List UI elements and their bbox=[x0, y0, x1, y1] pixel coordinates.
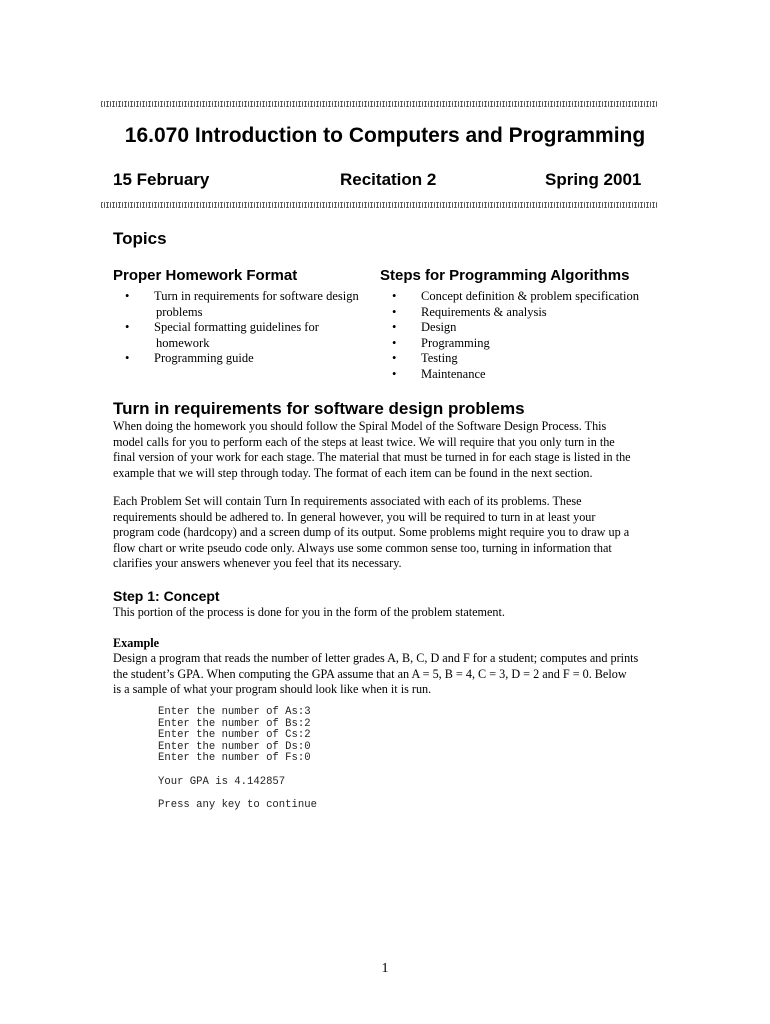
sample-program-output: Enter the number of As:3 Enter the number of Bs:2 Enter the number of Cs:2 Enter the number of Ds:0 Enter the number of Fs:0 Your GPA is 4.142857 Press any key to continue bbox=[158, 706, 317, 811]
list-item: • Programming bbox=[392, 335, 490, 350]
homework-format-heading: Proper Homework Format bbox=[113, 267, 298, 284]
topics-heading: Topics bbox=[113, 229, 167, 248]
list-item: • Programming guide bbox=[125, 351, 254, 365]
example-label: Example bbox=[113, 636, 160, 650]
programming-steps-heading: Steps for Programming Algorithms bbox=[380, 267, 630, 284]
list-item: • Testing bbox=[392, 351, 458, 365]
list-item: • Turn in requirements for software design problems bbox=[125, 289, 359, 319]
page-number: 1 bbox=[381, 961, 389, 976]
list-item: • Special formatting guidelines for homework bbox=[125, 320, 319, 350]
list-item: • Maintenance bbox=[392, 366, 486, 381]
recitation-label: Recitation 2 bbox=[340, 170, 437, 189]
step1-heading: Step 1: Concept bbox=[113, 588, 220, 604]
problem-set-paragraph: Each Problem Set will contain Turn In requirements associated with each of its problems. These requirements should be adhered to. In general however, you will be required to turn in at least your program code (hardcopy) and a screen dump of its output. Some problems might require you to draw up a flow chart or write pseudo code only. Always use some common sense too, turning in information that clarifies your answers whenever you feel that its necessary. bbox=[113, 494, 630, 571]
list-item: • Design bbox=[392, 320, 457, 334]
header-bottom-rule bbox=[101, 202, 657, 208]
date-label: 15 February bbox=[113, 170, 210, 189]
programming-steps-list bbox=[387, 289, 667, 382]
list-item: • Requirements & analysis bbox=[392, 304, 547, 319]
term-label: Spring 2001 bbox=[545, 170, 642, 189]
turn-in-requirements-heading: Turn in requirements for software design problems bbox=[113, 399, 525, 418]
top-decorative-rule bbox=[101, 101, 657, 107]
step1-text: This portion of the process is done for you in the form of the problem statement. bbox=[113, 605, 505, 619]
document-title: 16.070 Introduction to Computers and Programming bbox=[124, 124, 646, 147]
list-item: • Concept definition & problem specification bbox=[392, 289, 639, 303]
spiral-model-paragraph: When doing the homework you should follow the Spiral Model of the Software Design Process. This model calls for you to perform each of the steps at least twice. We will require that you only turn in the final version of your work for each stage. The material that must be turned in for each stage is listed in the example that we will step through today. The format of each item can be found in the next section. bbox=[113, 419, 631, 480]
homework-format-list bbox=[120, 289, 370, 367]
example-paragraph: Design a program that reads the number of letter grades A, B, C, D and F for a student; computes and prints the student’s GPA. When computing the GPA assume that an A = 5, B = 4, C = 3, D = 2 and F = 0. Below is a sample of what your program should look like when it is run. bbox=[113, 651, 639, 697]
